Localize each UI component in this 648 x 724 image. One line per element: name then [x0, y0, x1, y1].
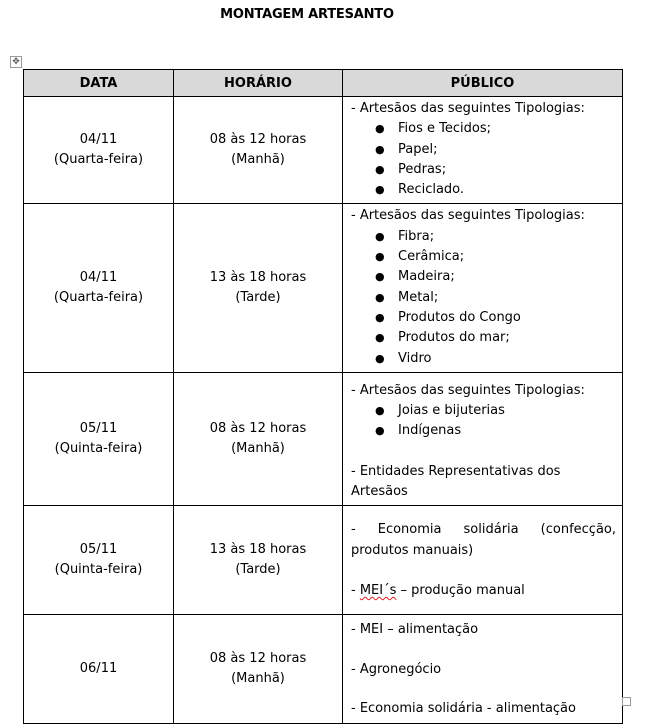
period: (Manhã) — [231, 671, 285, 687]
period: (Manhã) — [231, 441, 285, 457]
date-cell — [24, 97, 174, 204]
document-title: MONTAGEM ARTESANTO — [220, 7, 394, 22]
typology-list — [351, 227, 616, 369]
audience-intro: - Artesãos das seguintes Tipologias: — [351, 101, 585, 116]
date: 04/11 — [79, 270, 118, 286]
time-cell — [174, 615, 343, 724]
typology-list — [351, 119, 616, 200]
time-cell — [174, 506, 343, 615]
audience-line: - Agronegócio — [351, 661, 442, 677]
list-item: ● Cerâmica; — [398, 247, 616, 267]
date-cell — [24, 506, 174, 615]
time-cell — [174, 97, 343, 204]
weekday: (Quarta-feira) — [53, 152, 144, 168]
bullet-icon: ● — [375, 424, 385, 438]
time-cell — [174, 204, 343, 372]
date: 04/11 — [79, 132, 118, 148]
time: 08 às 12 horas — [209, 651, 307, 667]
typology-list — [351, 401, 616, 442]
header-horario: HORÁRIO — [174, 70, 343, 97]
time: 08 às 12 horas — [209, 421, 307, 437]
bullet-icon: ● — [375, 331, 385, 345]
header-publico: PÚBLICO — [343, 70, 623, 97]
list-item: ● Indígenas — [398, 421, 616, 441]
audience-cell — [343, 615, 623, 724]
date: 05/11 — [79, 421, 118, 437]
list-item: ● Fibra; — [398, 227, 616, 247]
bullet-icon: ● — [375, 290, 385, 304]
list-item: ● Madeira; — [398, 267, 616, 287]
audience-line: - MEI – alimentação — [351, 622, 479, 638]
weekday: (Quinta-feira) — [54, 562, 143, 578]
audience-paragraph: - MEI´s – produção manual — [351, 582, 525, 598]
date-cell — [24, 204, 174, 372]
bullet-icon: ● — [375, 250, 385, 264]
period: (Manhã) — [231, 152, 285, 168]
list-item: ● Fios e Tecidos; — [398, 119, 616, 139]
audience-cell — [343, 204, 623, 372]
list-item: ● Joias e bijuterias — [398, 401, 616, 421]
time-cell — [174, 372, 343, 505]
list-item: ● Reciclado. — [398, 180, 616, 200]
move-arrows-icon[interactable]: ✥ — [10, 56, 22, 68]
audience-extra: - Entidades Representativas dos Artesãos — [351, 463, 561, 500]
schedule-table — [23, 69, 623, 724]
date-cell — [24, 372, 174, 505]
date-cell — [24, 615, 174, 724]
list-item: ● Produtos do mar; — [398, 328, 616, 348]
bullet-icon: ● — [375, 270, 385, 284]
bullet-icon: ● — [375, 351, 385, 365]
table-row — [24, 506, 623, 615]
bullet-icon: ● — [375, 142, 385, 156]
table-row — [24, 204, 623, 372]
list-item: ● Produtos do Congo — [398, 308, 616, 328]
time: 13 às 18 horas — [209, 270, 307, 286]
audience-intro: - Artesãos das seguintes Tipologias: — [351, 208, 585, 224]
bullet-icon: ● — [375, 229, 385, 243]
audience-intro: - Artesãos das seguintes Tipologias: — [351, 382, 585, 398]
weekday: (Quinta-feira) — [54, 441, 143, 457]
header-data: DATA — [24, 70, 174, 97]
table-row — [24, 97, 623, 204]
resize-square-icon[interactable] — [622, 697, 631, 706]
time: 13 às 18 horas — [209, 542, 307, 558]
bullet-icon: ● — [375, 122, 385, 136]
table-header-row — [24, 70, 623, 97]
bullet-icon: ● — [375, 162, 385, 176]
audience-paragraph: - Economia solidária (confecção, produtos manuais) — [351, 522, 616, 558]
time: 08 às 12 horas — [209, 132, 307, 148]
table-row — [24, 372, 623, 505]
list-item: ● Vidro — [398, 349, 616, 369]
period: (Tarde) — [235, 562, 281, 578]
weekday: (Quarta-feira) — [53, 290, 144, 306]
audience-line: - Economia solidária - alimentação — [351, 700, 576, 716]
date: 05/11 — [79, 542, 118, 558]
table-row — [24, 615, 623, 724]
bullet-icon: ● — [375, 404, 385, 418]
list-item: ● Metal; — [398, 288, 616, 308]
spelling-flagged-word[interactable]: MEI´s — [359, 582, 397, 598]
period: (Tarde) — [235, 290, 281, 306]
audience-cell — [343, 506, 623, 615]
date: 06/11 — [79, 661, 118, 677]
audience-cell — [343, 97, 623, 204]
audience-cell — [343, 372, 623, 505]
list-item: ● Pedras; — [398, 160, 616, 180]
list-item: ● Papel; — [398, 140, 616, 160]
bullet-icon: ● — [375, 183, 385, 197]
bullet-icon: ● — [375, 310, 385, 324]
